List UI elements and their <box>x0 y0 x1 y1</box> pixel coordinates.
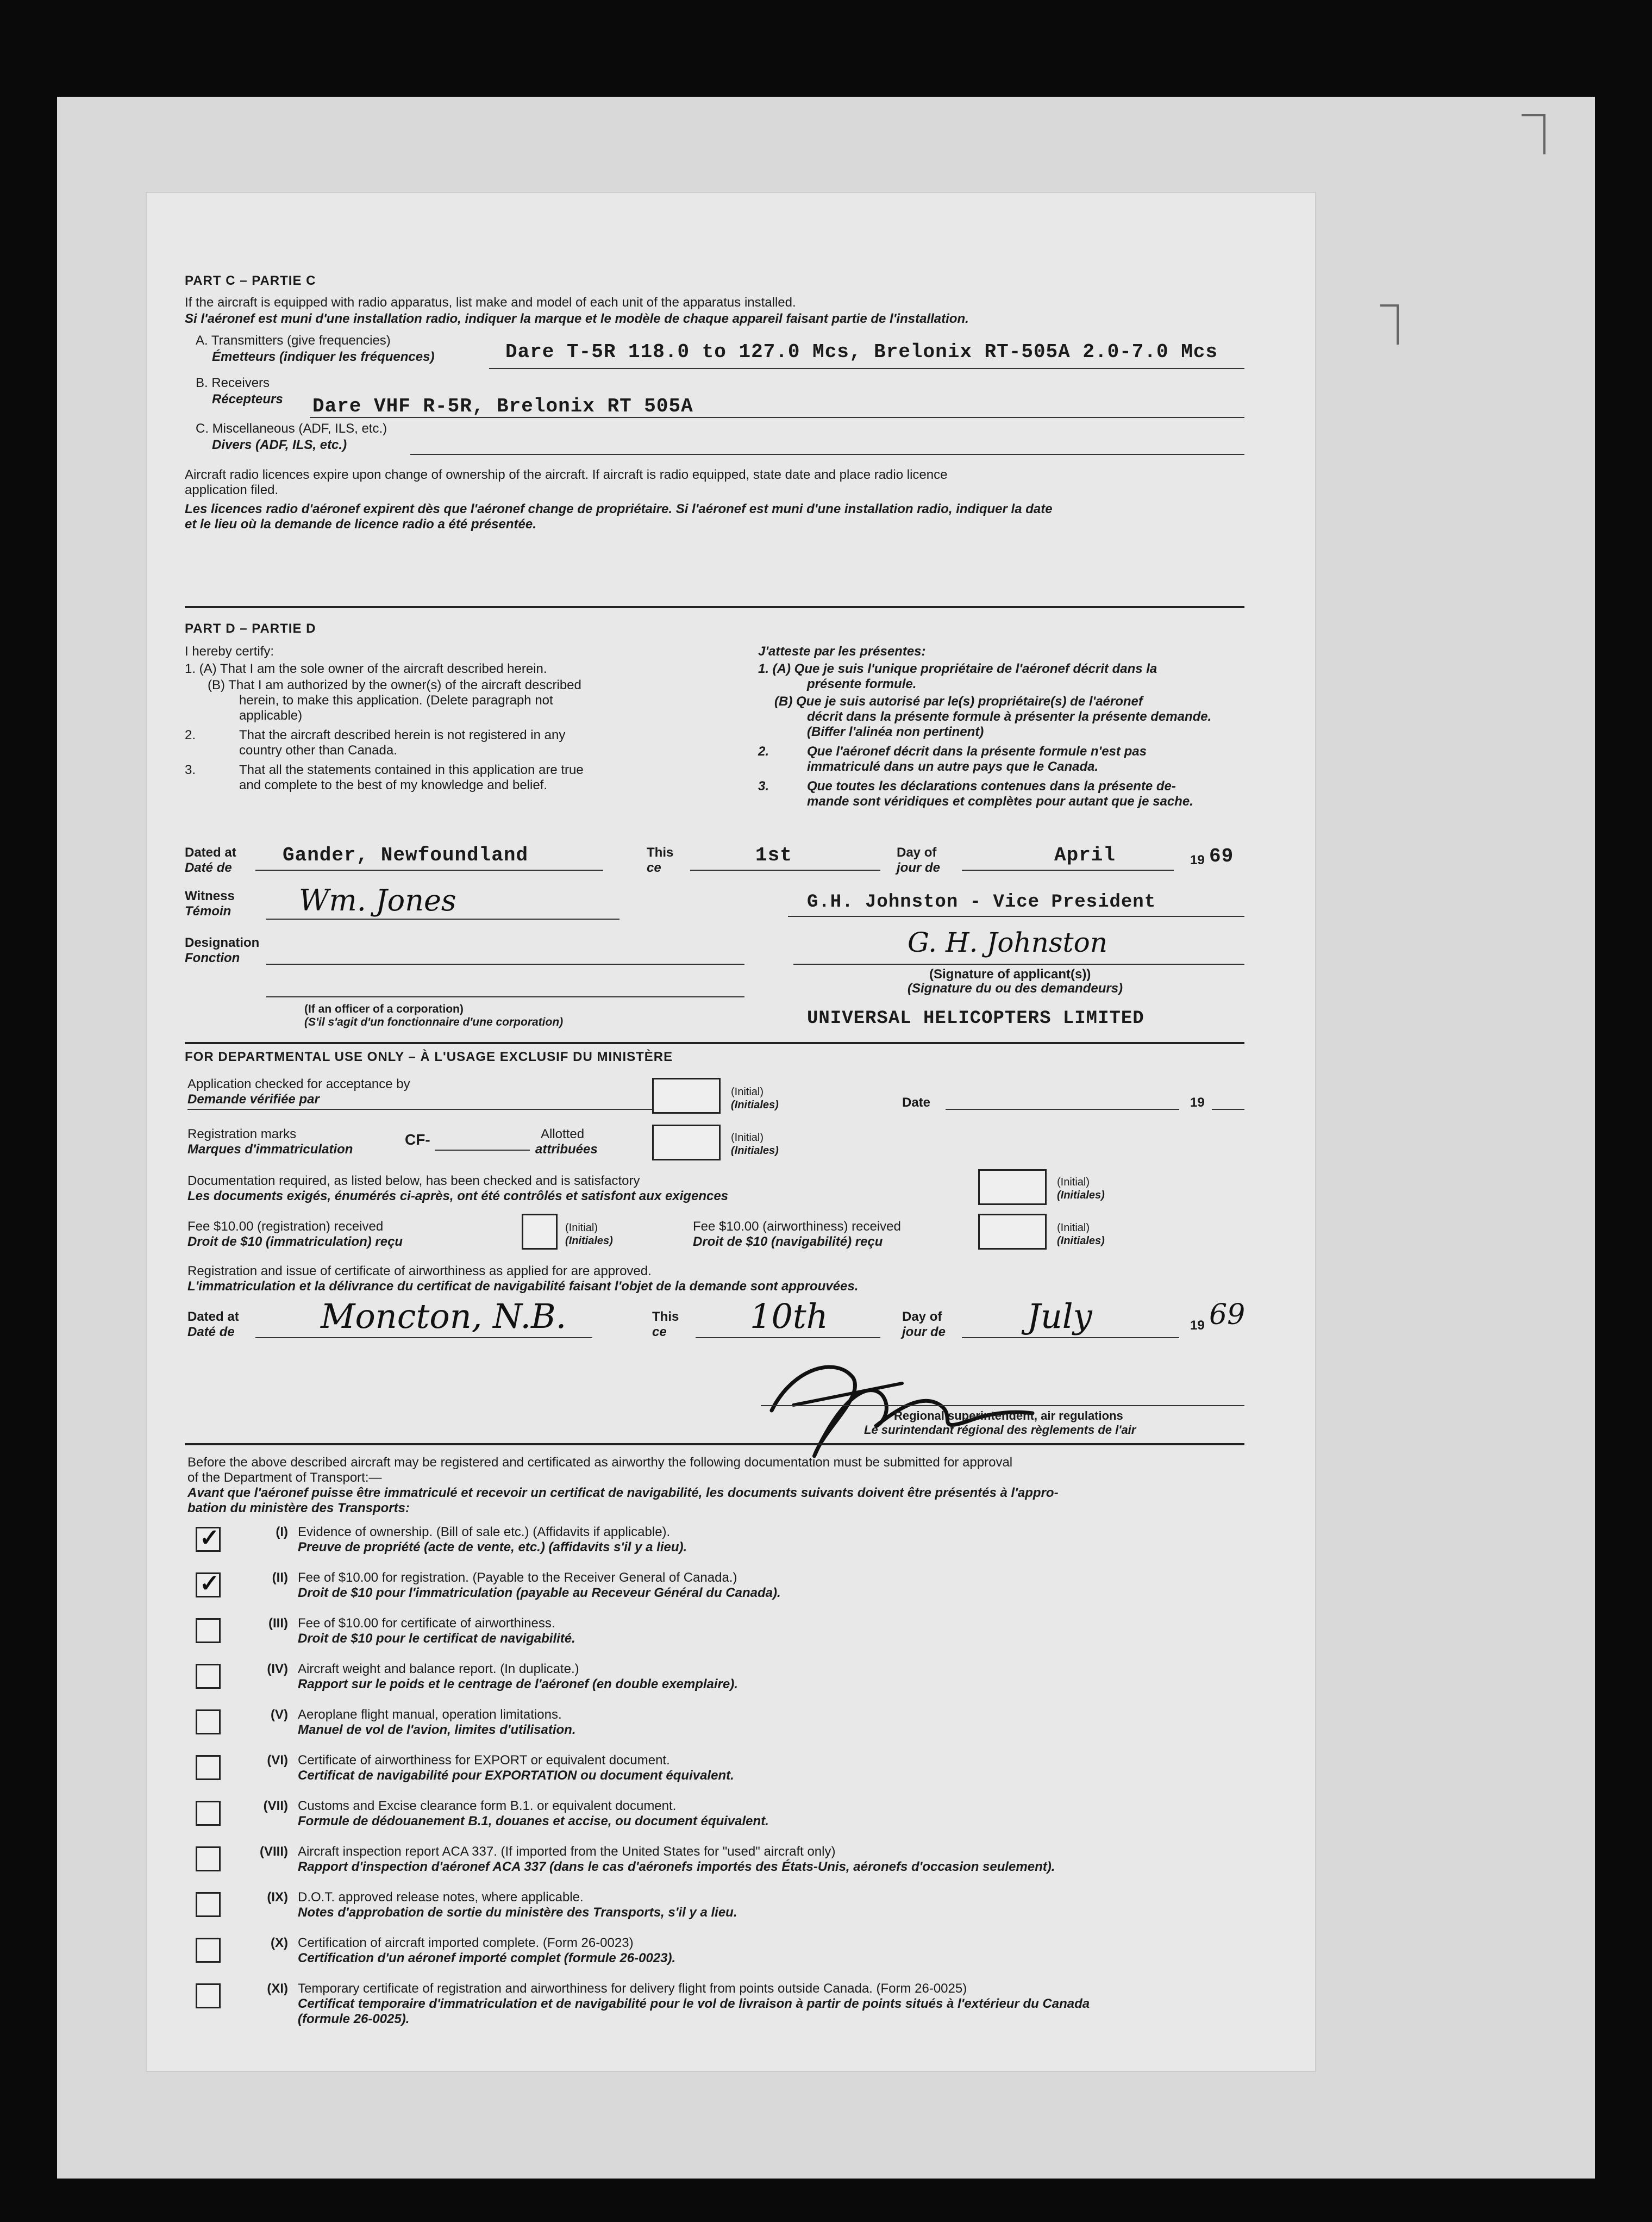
certify-fr: J'atteste par les présentes: <box>758 644 926 659</box>
witness-line <box>266 919 620 920</box>
fee-air-en: Fee $10.00 (airworthiness) received <box>693 1219 901 1234</box>
receivers-label: B. Receivers <box>196 376 270 390</box>
dated-at-line <box>255 870 603 871</box>
dept-dated-at-label-fr: Daté de <box>187 1325 235 1339</box>
certify-fr-1b-1: (B) Que je suis autorisé par le(s) propriétaire(s) de l'aéronef <box>774 694 1143 709</box>
radio-note-fr-1: Les licences radio d'aéronef expirent dès que l'aéronef change de propriétaire. Si l'aéronef est muni d'une installation radio, indiquer la date <box>185 502 1053 516</box>
designation-label: Designation <box>185 935 260 950</box>
misc-label: C. Miscellaneous (ADF, ILS, etc.) <box>196 421 387 436</box>
docs-intro-en-1: Before the above described aircraft may be registered and certificated as airworthy the following documentation must be submitted for approval <box>187 1455 1013 1470</box>
witness-label: Witness <box>185 889 235 903</box>
doc-item-en: Aircraft weight and balance report. (In duplicate.) <box>298 1662 579 1676</box>
fee-reg-initial-fr: (Initiales) <box>565 1235 613 1247</box>
certify-en-3-a: That all the statements contained in this application are true <box>239 763 584 777</box>
transmitters-line <box>489 368 1244 369</box>
doc-item-fr: Droit de $10 pour le certificat de navigabilité. <box>298 1631 575 1646</box>
dept-day-of-label: Day of <box>902 1309 942 1324</box>
allotted-label-fr: attribuées <box>535 1142 598 1157</box>
certify-fr-3-b: mande sont véridiques et complètes pour autant que je sache. <box>807 794 1193 809</box>
doc-item-fr: Formule de dédouanement B.1, douanes et accise, ou document équivalent. <box>298 1814 769 1828</box>
this-line <box>690 870 880 871</box>
checked-label: Application checked for acceptance by <box>187 1077 410 1091</box>
transmitters-label-fr: Émetteurs (indiquer les fréquences) <box>212 349 435 364</box>
doc-item-en: Certificate of airworthiness for EXPORT or equivalent document. <box>298 1753 670 1768</box>
dept-year-value: 69 <box>1209 1299 1246 1331</box>
year-value: 69 <box>1209 845 1234 867</box>
doc-item-number: (XI) <box>267 1981 288 1996</box>
designation-label-fr: Fonction <box>185 951 240 965</box>
doc-item-en: Aeroplane flight manual, operation limitations. <box>298 1707 562 1722</box>
doc-item-fr: Rapport d'inspection d'aéronef ACA 337 (dans le cas d'aéronefs importés des États-Unis, aéronefs d'occasion seulement). <box>298 1859 1055 1874</box>
certify-en-2-b: country other than Canada. <box>239 743 397 758</box>
misc-line <box>410 454 1244 455</box>
part-d-rule <box>185 606 1244 608</box>
certify-en: I hereby certify: <box>185 644 274 659</box>
doc-checkbox[interactable] <box>196 1892 221 1917</box>
officer-note-en: (If an officer of a corporation) <box>304 1003 464 1015</box>
docs-intro-fr-1: Avant que l'aéronef puisse être immatriculé et recevoir un certificat de navigabilité, les documents suivants doivent être présentés à l'appro- <box>187 1486 1059 1500</box>
applicant-typed-line <box>788 916 1244 917</box>
part-c-heading: PART C – PARTIE C <box>185 273 316 288</box>
certify-en-3-num: 3. <box>185 763 196 777</box>
fee-air-fr: Droit de $10 (navigabilité) reçu <box>693 1234 883 1249</box>
fee-reg-initial-box[interactable] <box>522 1214 558 1250</box>
fee-air-initial-box[interactable] <box>978 1214 1047 1250</box>
doc-item-en: Customs and Excise clearance form B.1. or equivalent document. <box>298 1799 677 1813</box>
doc-item-number: (IX) <box>267 1890 288 1905</box>
doc-initial-box[interactable] <box>978 1169 1047 1205</box>
doc-item-fr: Notes d'approbation de sortie du ministère des Transports, s'il y a lieu. <box>298 1905 737 1920</box>
receivers-line <box>310 417 1244 418</box>
checked-initial-box[interactable] <box>652 1078 721 1114</box>
doc-initial-fr: (Initiales) <box>1057 1189 1105 1201</box>
doc-item-fr: Certificat temporaire d'immatriculation et de navigabilité pour le vol de livraison à partir de points situés à l'extérieur du Canada <box>298 1996 1090 2011</box>
fee-air-initial-fr: (Initiales) <box>1057 1235 1105 1247</box>
doc-item-number: (V) <box>271 1707 288 1722</box>
docs-intro-en-2: of the Department of Transport:— <box>187 1470 382 1485</box>
receivers-value: Dare VHF R-5R, Brelonix RT 505A <box>312 395 693 417</box>
doc-checkbox[interactable] <box>196 1755 221 1780</box>
approved-en: Registration and issue of certificate of airworthiness as applied for are approved. <box>187 1264 652 1278</box>
certify-fr-1a-1: 1. (A) Que je suis l'unique propriétaire de l'aéronef décrit dans la <box>758 661 1157 676</box>
checked-initial-fr: (Initiales) <box>731 1099 779 1111</box>
dated-at-label: Dated at <box>185 845 236 860</box>
radio-note-en-2: application filed. <box>185 483 279 497</box>
part-c-intro-en: If the aircraft is equipped with radio apparatus, list make and model of each unit of the apparatus installed. <box>185 295 796 310</box>
dept-this-value: 10th <box>750 1296 828 1336</box>
applicant-typed-name: G.H. Johnston - Vice President <box>807 892 1156 913</box>
doc-item-fr: Certification d'un aéronef importé complet (formule 26-0023). <box>298 1951 676 1965</box>
certify-en-1b-1: (B) That I am authorized by the owner(s) of the aircraft described <box>208 678 581 692</box>
checkmark-icon: ✓ <box>199 1525 220 1551</box>
signature-label-fr: (Signature du ou des demandeurs) <box>908 981 1123 996</box>
dept-day-of-label-fr: jour de <box>902 1325 946 1339</box>
certify-en-3-b: and complete to the best of my knowledge and belief. <box>239 778 548 792</box>
checked-line <box>187 1109 666 1110</box>
crop-mark-mid <box>1380 304 1399 345</box>
checkmark-icon: ✓ <box>199 1570 220 1597</box>
part-d-heading: PART D – PARTIE D <box>185 621 316 636</box>
dept-year-prefix-2: 19 <box>1190 1318 1205 1333</box>
radio-note-fr-2: et le lieu où la demande de licence radio a été présentée. <box>185 517 536 532</box>
form-sheet <box>147 193 1315 2071</box>
dept-year-line <box>1212 1109 1244 1110</box>
doc-initial-en: (Initial) <box>1057 1176 1090 1188</box>
certify-fr-3-a: Que toutes les déclarations contenues dans la présente de- <box>807 779 1176 794</box>
certify-fr-3-num: 3. <box>758 779 769 794</box>
doc-item-fr: Certificat de navigabilité pour EXPORTATION ou document équivalent. <box>298 1768 734 1783</box>
this-label: This <box>647 845 674 860</box>
superintendent-signature <box>761 1345 1043 1470</box>
fee-air-initial-en: (Initial) <box>1057 1222 1090 1234</box>
checked-label-fr: Demande vérifiée par <box>187 1092 320 1107</box>
allotted-initial-en: (Initial) <box>731 1132 764 1144</box>
dept-dated-at-value: Moncton, N.B. <box>321 1296 567 1336</box>
this-label-fr: ce <box>647 860 661 875</box>
transmitters-label: A. Transmitters (give frequencies) <box>196 333 391 348</box>
doc-item-number: (VI) <box>267 1753 288 1768</box>
reg-marks-label: Registration marks <box>187 1127 297 1141</box>
this-value: 1st <box>755 844 792 866</box>
officer-note-fr: (S'il s'agit d'un fonctionnaire d'une corporation) <box>304 1016 564 1028</box>
year-prefix: 19 <box>1190 853 1205 867</box>
dept-dated-at-label: Dated at <box>187 1309 239 1324</box>
approved-fr: L'immatriculation et la délivrance du certificat de navigabilité faisant l'objet de la demande sont approuvées. <box>187 1279 859 1294</box>
dept-heading: FOR DEPARTMENTAL USE ONLY – À L'USAGE EXCLUSIF DU MINISTÈRE <box>185 1050 673 1064</box>
doc-item-en: Fee of $10.00 for registration. (Payable to the Receiver General of Canada.) <box>298 1570 737 1585</box>
doc-item-number: (II) <box>272 1570 288 1585</box>
doc-item-en: Aircraft inspection report ACA 337. (If imported from the United States for "used" aircraft only) <box>298 1844 836 1859</box>
certify-en-2-num: 2. <box>185 728 196 742</box>
dated-at-label-fr: Daté de <box>185 860 232 875</box>
transmitters-value: Dare T-5R 118.0 to 127.0 Mcs, Brelonix RT-505A 2.0-7.0 Mcs <box>505 341 1218 363</box>
dated-at-value: Gander, Newfoundland <box>283 844 529 866</box>
dept-dated-at-line <box>255 1337 592 1338</box>
certify-en-1b-3: applicable) <box>239 708 303 723</box>
day-of-label-fr: jour de <box>897 860 941 875</box>
part-c-intro-fr: Si l'aéronef est muni d'une installation radio, indiquer la marque et le modèle de chaque appareil faisant partie de l'installation. <box>185 311 969 326</box>
doc-item-number: (VIII) <box>260 1844 288 1859</box>
doc-checkbox[interactable] <box>196 1709 221 1734</box>
fee-reg-en: Fee $10.00 (registration) received <box>187 1219 384 1234</box>
applicant-signature: G. H. Johnston <box>908 927 1107 958</box>
doc-checkbox[interactable] <box>196 1618 221 1643</box>
doc-checkbox[interactable] <box>196 1938 221 1963</box>
doc-checked-fr: Les documents exigés, énumérés ci-après, ont été contrôlés et satisfont aux exigences <box>187 1189 729 1203</box>
reg-marks-line <box>435 1150 530 1151</box>
officer-line <box>266 996 744 997</box>
fee-reg-fr: Droit de $10 (immatriculation) reçu <box>187 1234 403 1249</box>
dept-date-line <box>946 1109 1179 1110</box>
certify-fr-2-num: 2. <box>758 744 769 759</box>
cf-prefix: CF- <box>405 1131 430 1148</box>
certify-fr-2-b: immatriculé dans un autre pays que le Canada. <box>807 759 1099 774</box>
dept-date-label: Date <box>902 1095 931 1110</box>
misc-label-fr: Divers (ADF, ILS, etc.) <box>212 438 347 452</box>
doc-checkbox[interactable] <box>196 1983 221 2008</box>
dept-month-value: July <box>1027 1296 1092 1336</box>
signature-line <box>793 964 1244 965</box>
doc-item-number: (VII) <box>263 1799 288 1813</box>
doc-item-fr: Rapport sur le poids et le centrage de l'aéronef (en double exemplaire). <box>298 1677 738 1692</box>
superintendent-line <box>761 1405 1244 1406</box>
doc-item-fr: Manuel de vol de l'avion, limites d'utilisation. <box>298 1722 576 1737</box>
radio-note-en-1: Aircraft radio licences expire upon change of ownership of the aircraft. If aircraft is radio equipped, state date and place radio licence <box>185 467 948 482</box>
allotted-label: Allotted <box>541 1127 585 1141</box>
certify-en-2-a: That the aircraft described herein is not registered in any <box>239 728 566 742</box>
docs-intro-fr-2: bation du ministère des Transports: <box>187 1501 410 1515</box>
certify-en-1b-2: herein, to make this application. (Delete paragraph not <box>239 693 553 708</box>
doc-item-en: D.O.T. approved release notes, where applicable. <box>298 1890 584 1905</box>
dept-year-prefix: 19 <box>1190 1095 1205 1110</box>
doc-item-number: (III) <box>268 1616 288 1631</box>
superintendent-en: Regional superintendent, air regulations <box>894 1409 1123 1422</box>
doc-checkbox[interactable] <box>196 1572 221 1597</box>
doc-item-en: Evidence of ownership. (Bill of sale etc.) (Affidavits if applicable). <box>298 1525 671 1539</box>
certify-fr-1b-2: décrit dans la présente formule à présenter la présente demande. <box>807 709 1212 724</box>
doc-item-en: Fee of $10.00 for certificate of airworthiness. <box>298 1616 555 1631</box>
doc-item-number: (IV) <box>267 1662 288 1676</box>
doc-item-en: Temporary certificate of registration and airworthiness for delivery flight from points outside Canada. (Form 26-0025) <box>298 1981 967 1996</box>
docs-rule <box>185 1443 1244 1445</box>
dept-rule <box>185 1042 1244 1044</box>
dept-this-label-fr: ce <box>652 1325 667 1339</box>
month-line <box>962 870 1174 871</box>
receivers-label-fr: Récepteurs <box>212 392 283 407</box>
reg-marks-label-fr: Marques d'immatriculation <box>187 1142 353 1157</box>
allotted-initial-box[interactable] <box>652 1125 721 1160</box>
certify-fr-1a-2: présente formule. <box>807 677 917 691</box>
fee-reg-initial-en: (Initial) <box>565 1222 598 1234</box>
month-value: April <box>1054 844 1116 866</box>
certify-fr-1b-3: (Biffer l'alinéa non pertinent) <box>807 725 984 739</box>
designation-line <box>266 964 744 965</box>
doc-checkbox[interactable] <box>196 1664 221 1689</box>
doc-checkbox[interactable] <box>196 1801 221 1826</box>
checked-initial-en: (Initial) <box>731 1086 764 1098</box>
doc-checkbox[interactable] <box>196 1846 221 1871</box>
doc-item-number: (X) <box>271 1936 288 1950</box>
dept-this-label: This <box>652 1309 679 1324</box>
doc-checkbox[interactable] <box>196 1527 221 1552</box>
doc-checked-en: Documentation required, as listed below, has been checked and is satisfactory <box>187 1174 640 1188</box>
certify-fr-2-a: Que l'aéronef décrit dans la présente formule n'est pas <box>807 744 1147 759</box>
day-of-label: Day of <box>897 845 937 860</box>
doc-item-fr: Droit de $10 pour l'immatriculation (payable au Receveur Général du Canada). <box>298 1586 781 1600</box>
crop-mark-top <box>1522 114 1545 154</box>
superintendent-fr: Le surintendant régional des règlements de l'air <box>864 1423 1136 1437</box>
doc-item-number: (I) <box>276 1525 288 1539</box>
doc-item-en: Certification of aircraft imported complete. (Form 26-0023) <box>298 1936 634 1950</box>
signature-label-en: (Signature of applicant(s)) <box>929 967 1091 982</box>
allotted-initial-fr: (Initiales) <box>731 1145 779 1157</box>
dept-month-line <box>962 1337 1179 1338</box>
certify-en-1a: 1. (A) That I am the sole owner of the aircraft described herein. <box>185 661 547 676</box>
doc-item-fr: Preuve de propriété (acte de vente, etc.) (affidavits s'il y a lieu). <box>298 1540 687 1555</box>
witness-label-fr: Témoin <box>185 904 231 919</box>
dept-this-line <box>696 1337 880 1338</box>
doc-item-fr-cont: (formule 26-0025). <box>298 2012 410 2026</box>
company-name: UNIVERSAL HELICOPTERS LIMITED <box>807 1008 1144 1029</box>
witness-signature: Wm. Jones <box>299 883 456 917</box>
